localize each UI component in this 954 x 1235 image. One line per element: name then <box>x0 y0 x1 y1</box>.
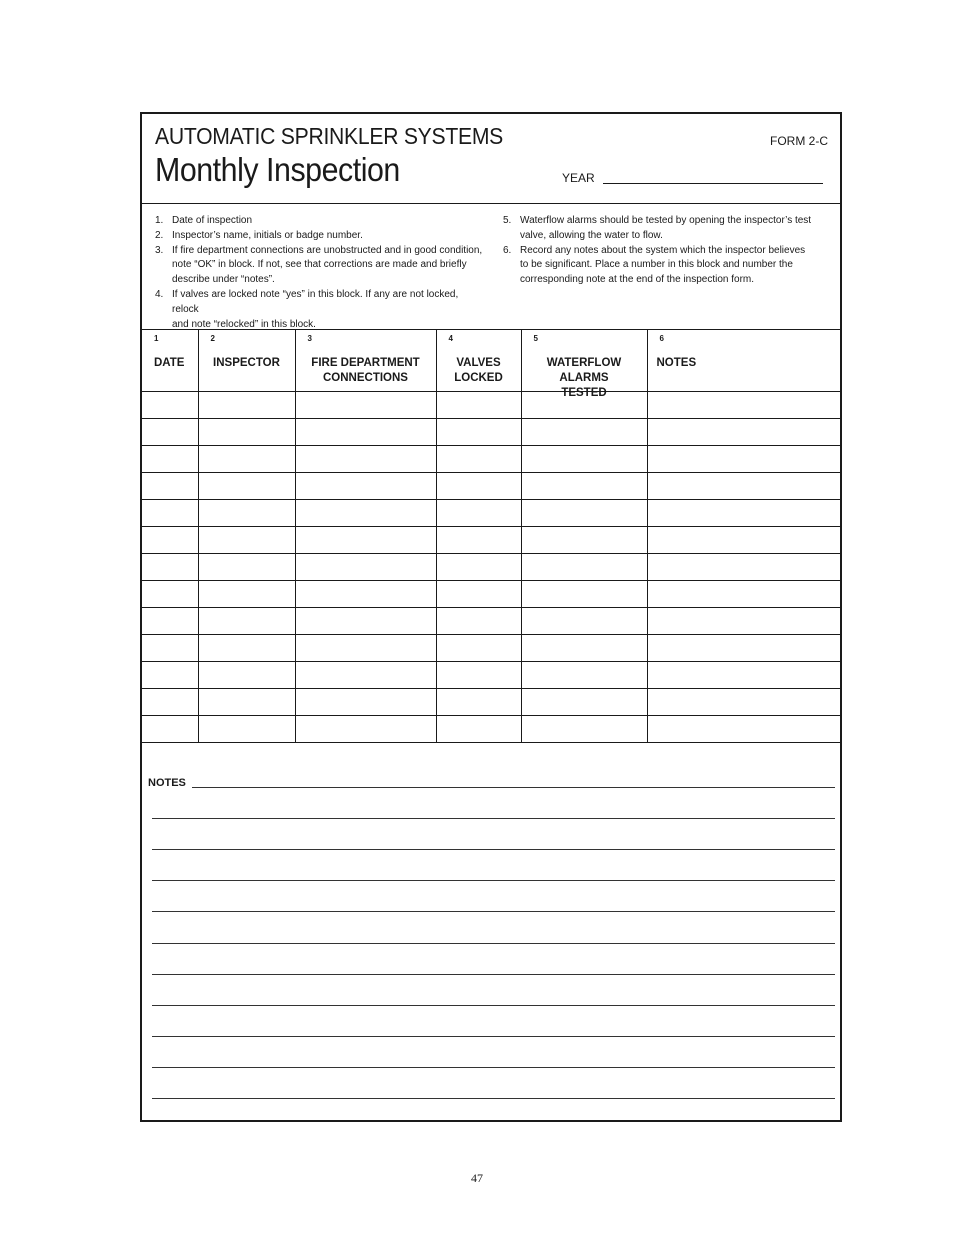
table-cell[interactable] <box>142 419 198 446</box>
instruction-item <box>155 288 485 332</box>
table-cell[interactable] <box>436 635 521 662</box>
table-cell[interactable] <box>436 581 521 608</box>
form-title: AUTOMATIC SPRINKLER SYSTEMS <box>155 123 504 149</box>
table-cell[interactable] <box>198 392 295 419</box>
form-subtitle: Monthly Inspection <box>155 151 400 188</box>
table-cell[interactable] <box>436 500 521 527</box>
column-label: NOTES <box>656 357 697 369</box>
column-label: DATE <box>154 357 185 369</box>
table-row <box>142 689 840 716</box>
table-cell[interactable] <box>142 608 198 635</box>
table-cell[interactable] <box>198 608 295 635</box>
year-label: YEAR <box>562 171 595 185</box>
instructions-right <box>503 214 813 288</box>
instruction-number: 2. <box>155 229 164 241</box>
table-cell[interactable] <box>142 527 198 554</box>
instruction-number: 4. <box>155 288 164 300</box>
table-cell[interactable] <box>436 662 521 689</box>
table-cell[interactable] <box>295 716 436 743</box>
table-cell[interactable] <box>198 554 295 581</box>
column-number: 4 <box>448 334 453 343</box>
table-cell[interactable] <box>295 500 436 527</box>
instruction-text: note “OK” in block. If not, see that corrections are made and briefly <box>172 259 467 271</box>
table-cell[interactable] <box>295 446 436 473</box>
table-cell[interactable] <box>436 446 521 473</box>
instruction-number: 6. <box>503 244 512 256</box>
column-label: FIRE DEPARTMENT CONNECTIONS <box>311 357 420 384</box>
notes-line[interactable] <box>152 1005 835 1006</box>
table-cell[interactable] <box>142 473 198 500</box>
table-cell[interactable] <box>142 500 198 527</box>
table-cell[interactable] <box>142 554 198 581</box>
instruction-number: 1. <box>155 215 164 226</box>
table-cell[interactable] <box>647 473 840 500</box>
notes-line[interactable] <box>152 849 835 850</box>
table-cell[interactable] <box>436 527 521 554</box>
column-header <box>295 330 436 392</box>
inspection-log <box>142 330 840 743</box>
table-cell[interactable] <box>647 608 840 635</box>
column-header <box>521 330 647 399</box>
instruction-text: valve, allowing the water to flow. <box>520 229 663 241</box>
table-cell[interactable] <box>436 473 521 500</box>
instructions-left <box>155 214 485 332</box>
notes-label: NOTES <box>148 777 186 789</box>
table-cell[interactable] <box>647 500 840 527</box>
table-cell[interactable] <box>198 419 295 446</box>
table-cell[interactable] <box>142 392 198 419</box>
instruction-item <box>503 214 813 244</box>
table-cell[interactable] <box>142 662 198 689</box>
column-header <box>198 330 295 392</box>
instruction-text: to be significant. Place a number in this block and number the <box>520 259 793 271</box>
instruction-text: Inspector’s name, initials or badge number. <box>172 229 363 241</box>
table-cell[interactable] <box>436 689 521 716</box>
table-cell[interactable] <box>436 608 521 635</box>
table-cell[interactable] <box>647 527 840 554</box>
table-cell[interactable] <box>521 581 647 608</box>
table-cell[interactable] <box>198 581 295 608</box>
instruction-text: Waterflow alarms should be tested by opening the inspector’s test <box>520 215 812 226</box>
table-cell[interactable] <box>295 608 436 635</box>
table-cell[interactable] <box>647 419 840 446</box>
table-cell[interactable] <box>295 662 436 689</box>
table-cell[interactable] <box>647 689 840 716</box>
table-row <box>142 581 840 608</box>
table-row <box>142 473 840 500</box>
table-cell[interactable] <box>295 581 436 608</box>
table-cell[interactable] <box>521 473 647 500</box>
form-id: FORM 2-C <box>770 134 828 148</box>
instruction-item <box>155 229 485 244</box>
table-cell[interactable] <box>295 689 436 716</box>
table-cell[interactable] <box>647 581 840 608</box>
table-row <box>142 419 840 446</box>
table-cell[interactable] <box>295 473 436 500</box>
table-cell[interactable] <box>198 662 295 689</box>
instruction-text: Date of inspection <box>172 215 253 226</box>
notes-line[interactable] <box>192 787 835 788</box>
page-number: 47 <box>471 1171 483 1185</box>
notes-line[interactable] <box>152 880 835 881</box>
notes-line[interactable] <box>152 911 835 912</box>
column-number: 5 <box>533 334 538 343</box>
instruction-item <box>503 244 813 288</box>
instructions-block <box>142 204 840 330</box>
instruction-text: describe under “notes”. <box>172 274 275 286</box>
table-cell[interactable] <box>198 500 295 527</box>
column-number: 6 <box>659 334 664 343</box>
table-cell[interactable] <box>647 716 840 743</box>
table-cell[interactable] <box>647 554 840 581</box>
table-cell[interactable] <box>521 662 647 689</box>
instruction-item <box>155 244 485 288</box>
table-row <box>142 662 840 689</box>
table-cell[interactable] <box>647 392 840 419</box>
year-field[interactable] <box>603 183 823 184</box>
column-header <box>142 330 198 392</box>
table-cell[interactable] <box>198 635 295 662</box>
table-cell[interactable] <box>142 689 198 716</box>
table-cell[interactable] <box>198 473 295 500</box>
table-cell[interactable] <box>198 446 295 473</box>
table-cell[interactable] <box>295 527 436 554</box>
column-number: 2 <box>210 334 215 343</box>
table-row <box>142 716 840 743</box>
notes-line[interactable] <box>152 974 835 975</box>
instruction-item <box>155 214 485 229</box>
table-row <box>142 392 840 419</box>
notes-line[interactable] <box>152 943 835 944</box>
table-row <box>142 500 840 527</box>
table-cell[interactable] <box>521 608 647 635</box>
inspection-table <box>142 330 840 743</box>
instruction-number: 3. <box>155 244 164 256</box>
table-cell[interactable] <box>521 716 647 743</box>
notes-line[interactable] <box>152 818 835 819</box>
table-cell[interactable] <box>142 581 198 608</box>
table-cell[interactable] <box>521 500 647 527</box>
table-cell[interactable] <box>521 446 647 473</box>
table-cell[interactable] <box>198 689 295 716</box>
form-header <box>142 114 840 204</box>
table-cell[interactable] <box>142 716 198 743</box>
table-row <box>142 527 840 554</box>
notes-line[interactable] <box>152 1067 835 1068</box>
notes-section <box>142 759 840 1120</box>
table-cell[interactable] <box>436 716 521 743</box>
instruction-text: If valves are locked note “yes” in this block. If any are not locked, relock <box>172 288 459 315</box>
notes-line[interactable] <box>152 1036 835 1037</box>
table-cell[interactable] <box>142 635 198 662</box>
inspection-form <box>140 112 842 1122</box>
column-label: VALVES LOCKED <box>454 357 503 384</box>
table-row <box>142 554 840 581</box>
column-number: 1 <box>154 334 159 343</box>
table-cell[interactable] <box>436 392 521 419</box>
column-label: WATERFLOW ALARMS TESTED <box>546 357 622 399</box>
table-cell[interactable] <box>198 527 295 554</box>
column-header <box>436 330 521 392</box>
table-cell[interactable] <box>436 419 521 446</box>
column-header <box>647 330 840 392</box>
table-cell[interactable] <box>647 446 840 473</box>
table-cell[interactable] <box>521 554 647 581</box>
table-cell[interactable] <box>647 635 840 662</box>
table-cell[interactable] <box>295 392 436 419</box>
instruction-text: Record any notes about the system which the inspector believes <box>520 244 806 256</box>
table-row <box>142 635 840 662</box>
table-cell[interactable] <box>436 554 521 581</box>
table-cell[interactable] <box>198 716 295 743</box>
table-cell[interactable] <box>142 446 198 473</box>
instruction-text: If fire department connections are unobstructed and in good condition, <box>172 244 483 256</box>
table-cell[interactable] <box>295 635 436 662</box>
instruction-text: and note “relocked” in this block. <box>172 318 316 330</box>
instruction-text: corresponding note at the end of the inspection form. <box>520 274 755 286</box>
table-cell[interactable] <box>521 635 647 662</box>
notes-line[interactable] <box>152 1098 835 1099</box>
table-row <box>142 608 840 635</box>
table-cell[interactable] <box>521 419 647 446</box>
table-cell[interactable] <box>295 554 436 581</box>
table-cell[interactable] <box>295 419 436 446</box>
column-label: INSPECTOR <box>213 357 280 369</box>
table-cell[interactable] <box>521 689 647 716</box>
table-cell[interactable] <box>647 662 840 689</box>
table-cell[interactable] <box>521 527 647 554</box>
column-number: 3 <box>307 334 312 343</box>
instruction-number: 5. <box>503 215 512 226</box>
table-row <box>142 446 840 473</box>
